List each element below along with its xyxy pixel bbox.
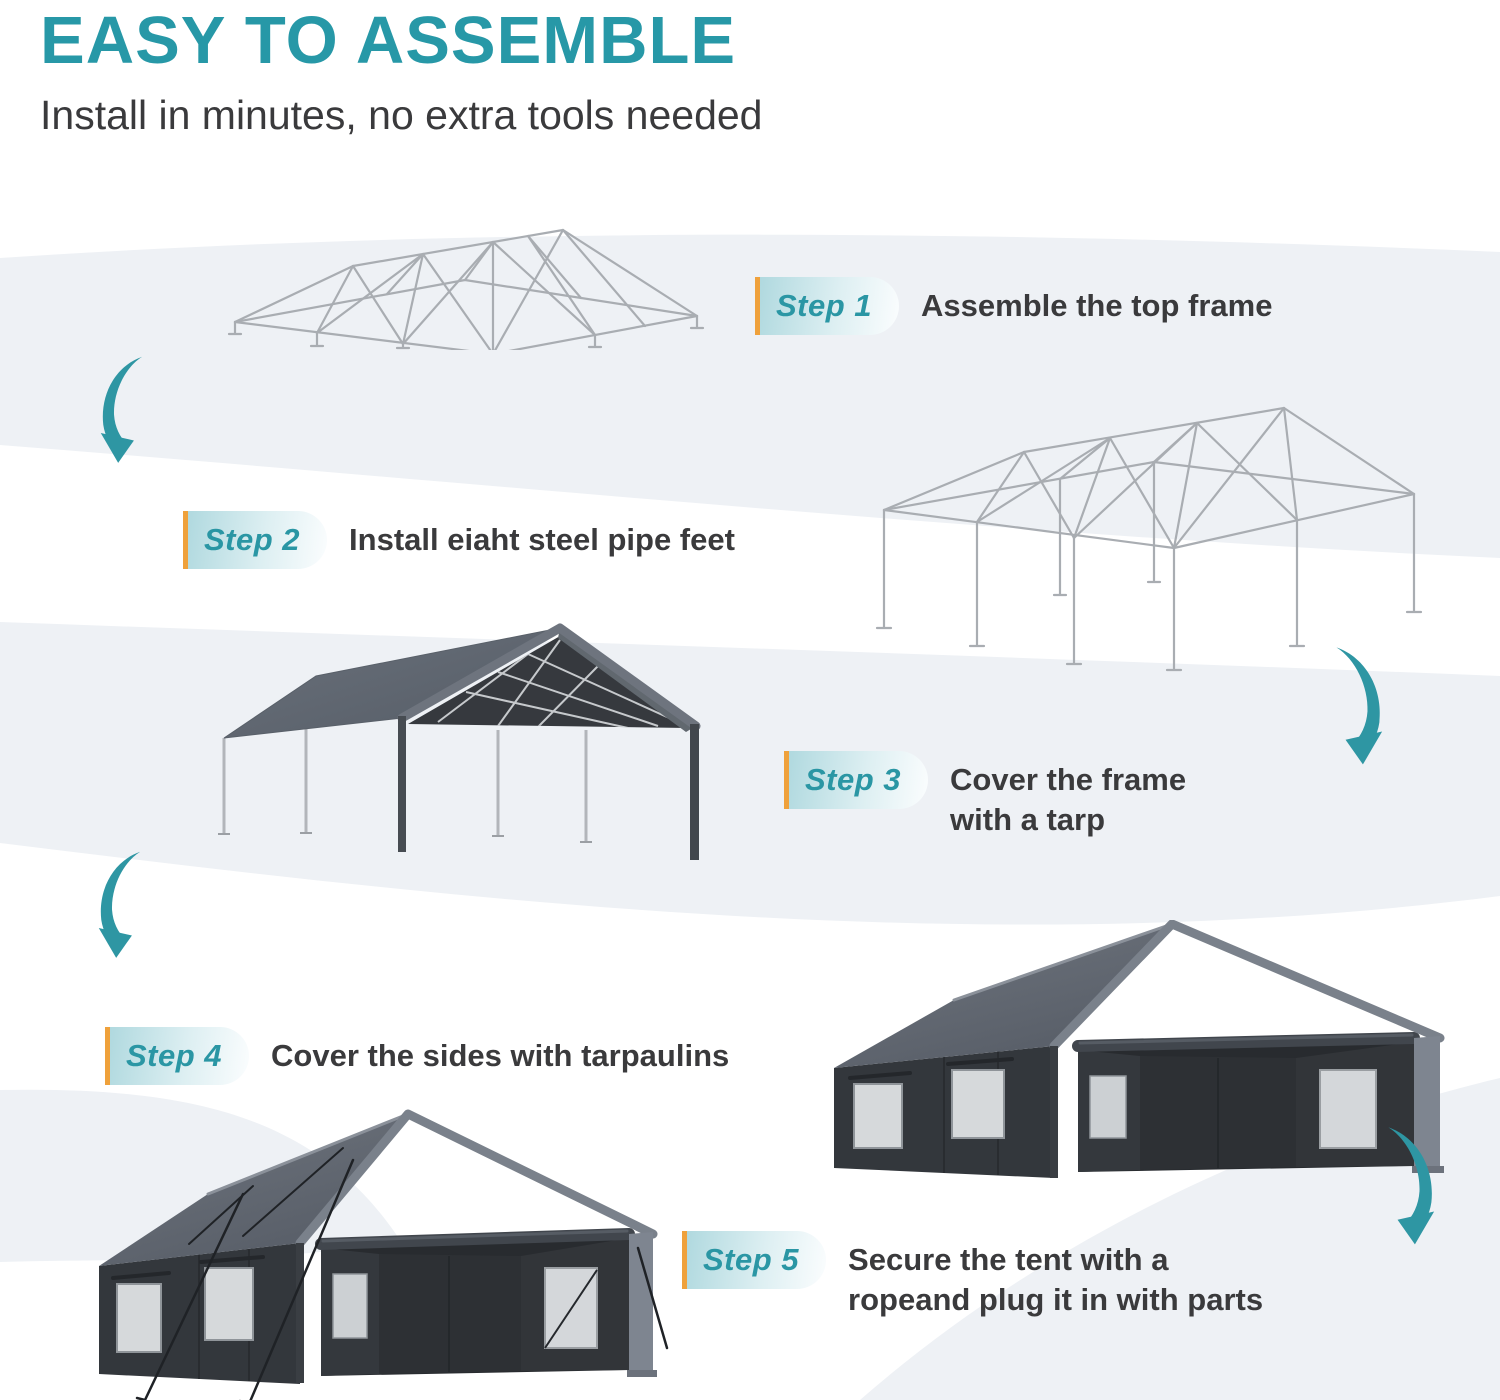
curved-arrow-icon: [90, 350, 148, 468]
step-4-label: Step 4: [126, 1038, 223, 1073]
step-5-illustration-secured-tent: [93, 1108, 671, 1400]
step-4-description: Cover the sides with tarpaulins: [271, 1038, 730, 1073]
step-1-label: Step 1: [776, 288, 873, 323]
step-2-chip: [183, 511, 327, 569]
step-3-chip: [784, 751, 928, 809]
step-1-chip: [755, 277, 899, 335]
step-2-label: Step 2: [204, 522, 301, 557]
step-5-label: Step 5: [703, 1242, 800, 1277]
step-1-description: Assemble the top frame: [921, 288, 1273, 323]
step-1-illustration-top-frame: [225, 218, 715, 350]
step-4-chip: [105, 1027, 249, 1085]
step-4-badge: [105, 1027, 729, 1085]
step-2-description: Install eiaht steel pipe feet: [349, 522, 735, 557]
curved-arrow-icon: [1382, 1112, 1446, 1258]
step-5-badge: [682, 1231, 1293, 1320]
curved-arrow-icon: [1330, 642, 1394, 768]
step-4-illustration-sides-covered: [828, 920, 1460, 1192]
step-2-badge: [183, 511, 735, 569]
step-3-illustration-roof-tarp: [198, 614, 728, 866]
step-2-illustration-frame-with-legs: [852, 388, 1447, 673]
step-3-badge: [784, 751, 1235, 840]
step-5-description: Secure the tent with a ropeand plug it in with parts: [848, 1242, 1264, 1317]
page-subtitle: Install in minutes, no extra tools needed: [40, 92, 763, 138]
step-3-description: Cover the frame with a tarp: [950, 762, 1187, 837]
step-5-chip: [682, 1231, 826, 1289]
curved-arrow-icon: [88, 843, 146, 965]
step-1-badge: [755, 277, 1272, 335]
page-title: EASY TO ASSEMBLE: [40, 3, 737, 78]
step-3-label: Step 3: [805, 762, 902, 797]
